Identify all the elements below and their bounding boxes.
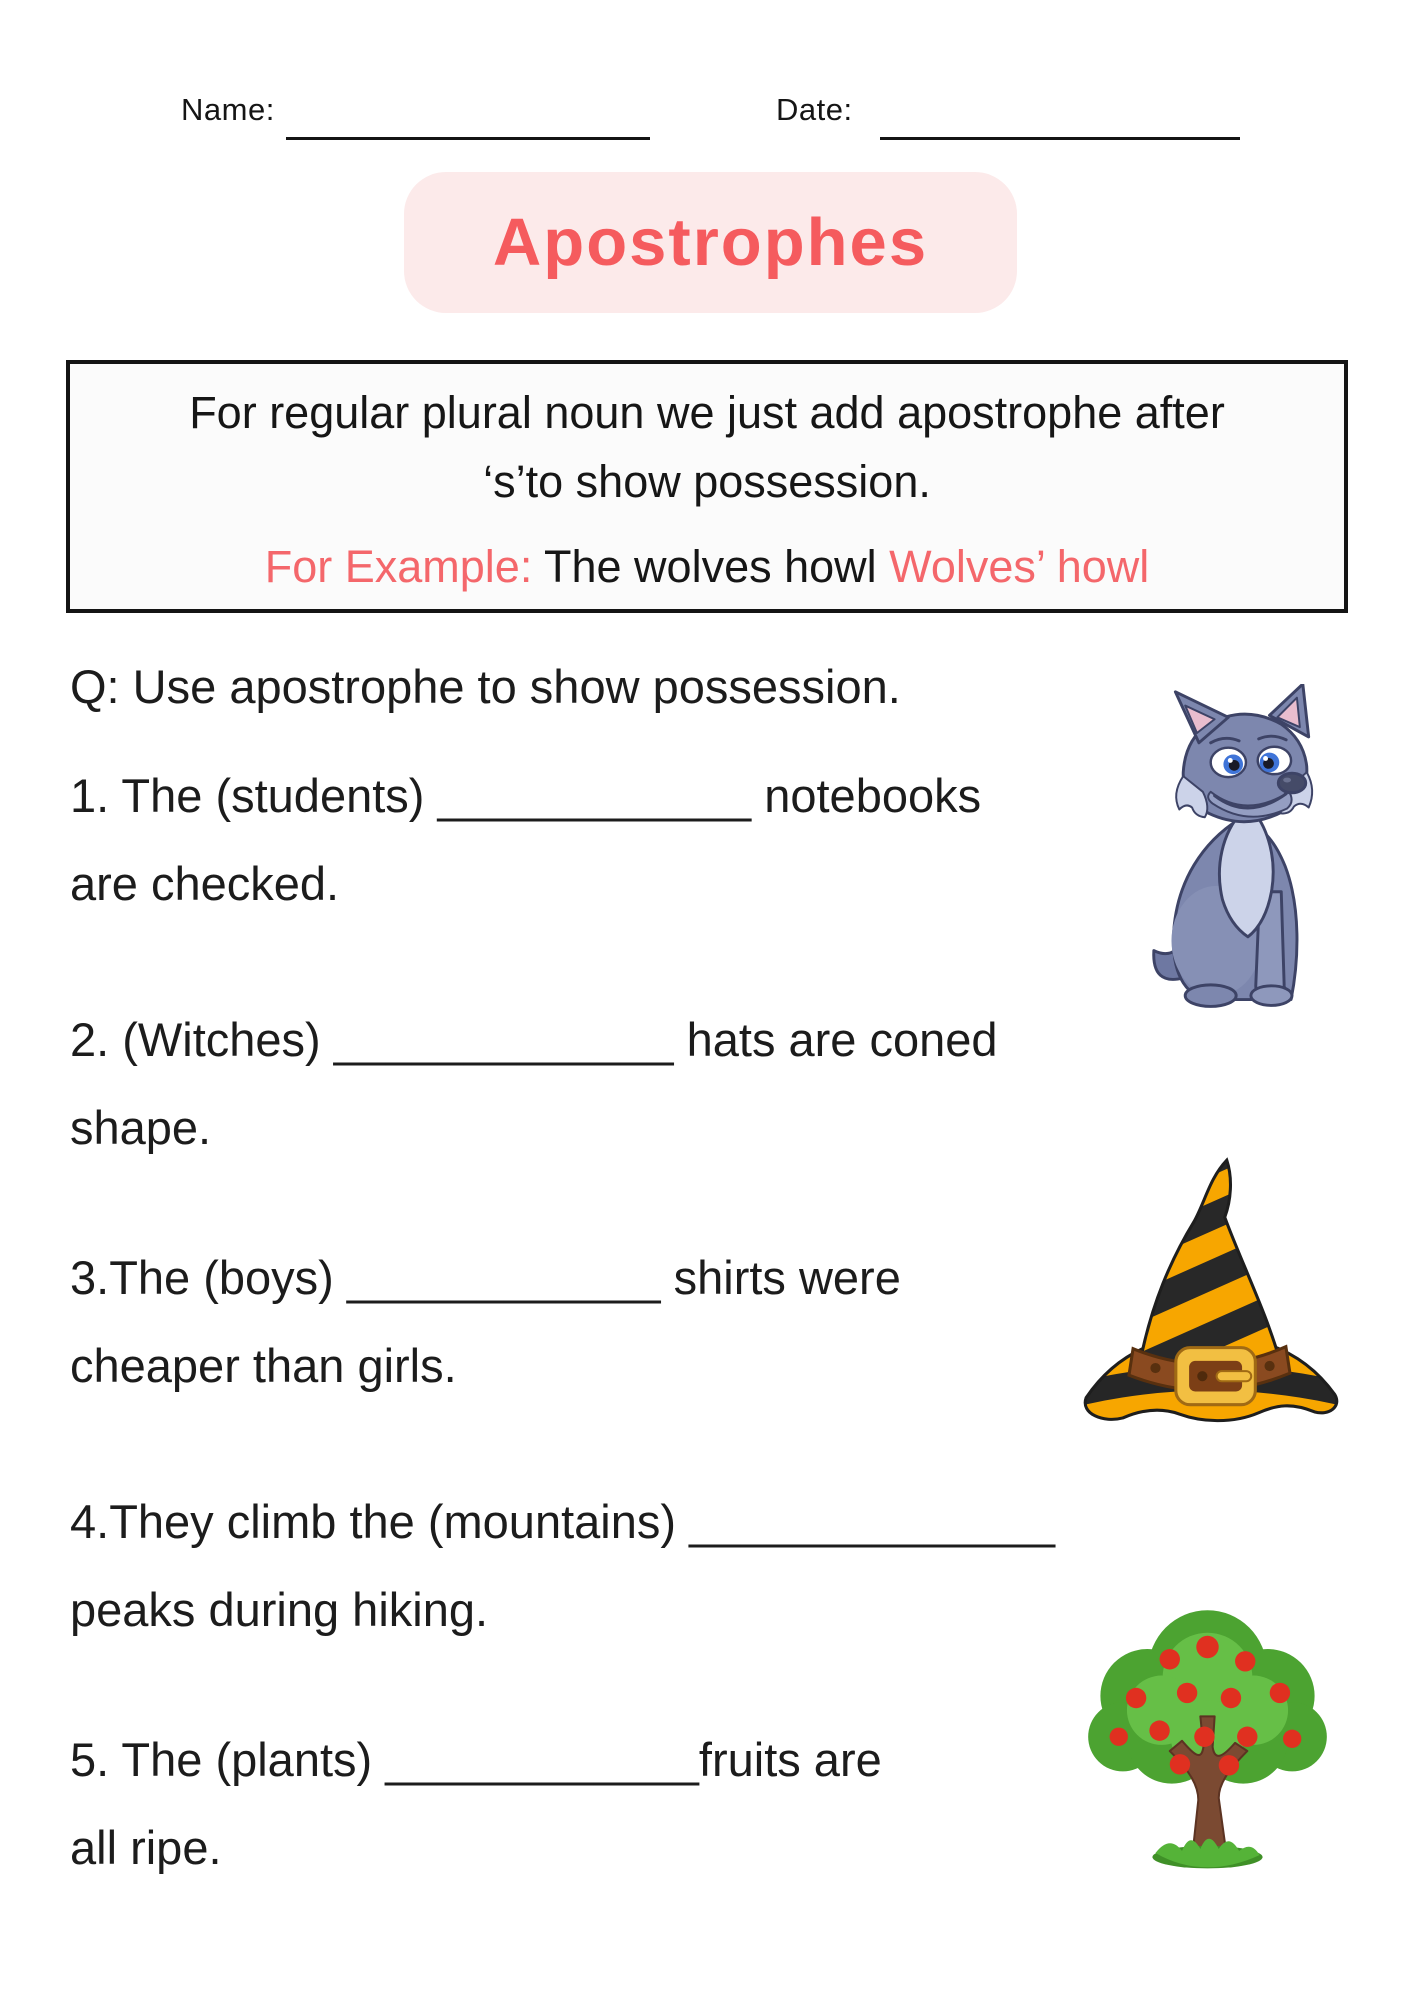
- title-banner: [404, 172, 1017, 313]
- rule-line-1: For regular plural noun we just add apostrophe after: [189, 387, 1225, 438]
- rule-line-2: ‘s’to show possession.: [483, 456, 931, 507]
- name-fill-line[interactable]: [286, 137, 650, 140]
- question-line: 4.They climb the (mountains) ______________: [70, 1495, 1056, 1548]
- question-line: 1. The (students) ____________ notebooks: [70, 769, 982, 822]
- date-label: Date:: [776, 92, 853, 127]
- question-line: all ripe.: [70, 1821, 222, 1874]
- question-prompt: Q: Use apostrophe to show possession.: [70, 660, 901, 713]
- question-4: [70, 1478, 1055, 1654]
- name-label: Name:: [181, 92, 275, 127]
- question-line: 2. (Witches) _____________ hats are coned: [70, 1013, 998, 1066]
- example-plain-text: The wolves howl: [532, 541, 890, 592]
- rule-box: [66, 360, 1348, 613]
- example-answer: Wolves’ howl: [889, 541, 1150, 592]
- question-line: peaks during hiking.: [70, 1583, 489, 1636]
- question-2: [70, 996, 998, 1172]
- question-1: [70, 752, 981, 928]
- example-label: For Example:: [264, 541, 533, 592]
- witch-hat-illustration: [1076, 1150, 1346, 1456]
- question-line: 5. The (plants) ____________fruits are: [70, 1733, 882, 1786]
- apple-tree-illustration: [1080, 1596, 1335, 1871]
- question-line: are checked.: [70, 857, 340, 910]
- question-3: [70, 1234, 901, 1410]
- question-5: [70, 1716, 882, 1892]
- question-line: 3.The (boys) ____________ shirts were: [70, 1251, 901, 1304]
- question-line: shape.: [70, 1101, 212, 1154]
- page-title: Apostrophes: [492, 205, 929, 280]
- wolf-illustration: [1146, 684, 1342, 1012]
- date-fill-line[interactable]: [880, 137, 1240, 140]
- question-line: cheaper than girls.: [70, 1339, 457, 1392]
- rule-example: [70, 532, 1344, 601]
